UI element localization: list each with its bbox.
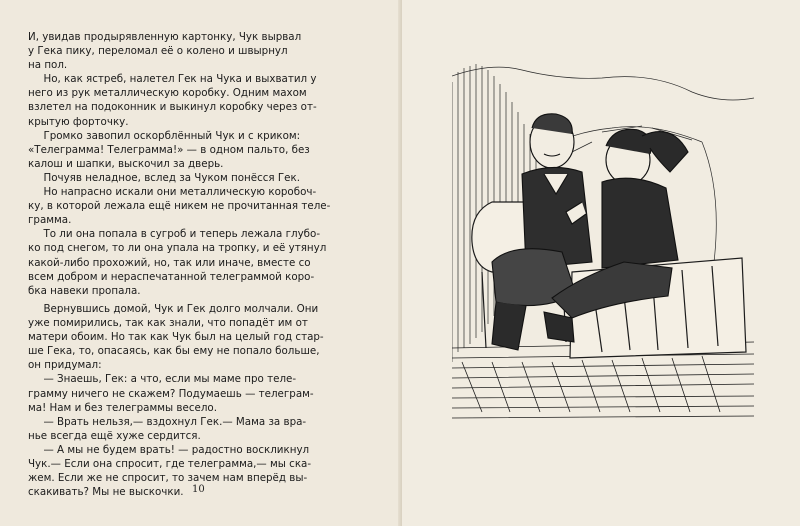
text-line: матери обоим. Но так как Чук был на целый год стар- [28, 331, 324, 344]
text-line: уже помирились, так как знали, что попадёт им от [28, 317, 308, 330]
text-line: всем добром и нераспечатанной телеграммой коро- [28, 270, 315, 283]
text-line: — А мы не будем врать! — радостно воскликнул [28, 443, 310, 456]
page-number: 10 [192, 484, 205, 495]
text-line: он придумал: [28, 359, 102, 372]
text-line: нье всегда ещё хуже сердится. [28, 429, 201, 442]
text-line: ку, в которой лежала ещё никем не прочитанная теле- [28, 200, 331, 213]
text-line: жем. Если же не спросит, то зачем нам вперёд вы- [28, 472, 308, 485]
text-line: То ли она попала в сугроб и теперь лежала глубо- [28, 228, 321, 241]
text-line: у Гека пику, переломал её о колено и швырнул [28, 45, 288, 58]
text-line: — Знаешь, Гек: а что, если мы маме про теле- [28, 373, 297, 386]
text-line: И, увидав продырявленную картонку, Чук вырвал [28, 31, 302, 43]
text-line: Громко завопил оскорблённый Чук и с криком: [28, 129, 301, 142]
text-line: грамму ничего не скажем? Подумаешь — телеграм- [28, 387, 314, 400]
text-line: Почуяв неладное, вслед за Чуком понёсся Гек. [28, 171, 300, 184]
text-line: Но, как ястреб, налетел Гек на Чука и выхватил у [28, 73, 317, 86]
text-line: Вернувшись домой, Чук и Гек долго молчали. Они [28, 303, 319, 315]
text-line: ма! Нам и без телеграммы весело. [28, 401, 217, 414]
text-line: ко под снегом, то ли она упала на тропку, и её утянул [28, 242, 327, 255]
text-block-1 [28, 30, 374, 298]
text-line: какой-либо прохожий, но, так или иначе, вместе со [28, 256, 311, 269]
text-line: ше Гека, то, опасаясь, как бы ему не попало больше, [28, 345, 320, 358]
text-line: калош и шапки, выскочил за дверь. [28, 157, 224, 170]
text-line: крытую форточку. [28, 115, 129, 128]
text-line: бка навеки пропала. [28, 284, 141, 297]
text-line: — Врать нельзя,— вздохнул Гек.— Мама за вра- [28, 415, 307, 428]
text-line: взлетел на подоконник и выкинул коробку через от- [28, 101, 317, 114]
text-line: Но напрасно искали они металлическую коробоч- [28, 186, 317, 199]
text-line: грамма. [28, 214, 72, 227]
illustration-two-boys [452, 62, 754, 424]
text-line: скакивать? Мы не выскочки. [28, 486, 184, 499]
text-line: на пол. [28, 59, 68, 72]
text-line: «Телеграмма! Телеграмма!» — в одном пальто, без [28, 143, 310, 156]
text-block-2 [28, 302, 374, 499]
text-line: него из рук металлическую коробку. Одним махом [28, 87, 307, 100]
text-line: Чук.— Если она спросит, где телеграмма,— мы ска- [28, 458, 312, 471]
